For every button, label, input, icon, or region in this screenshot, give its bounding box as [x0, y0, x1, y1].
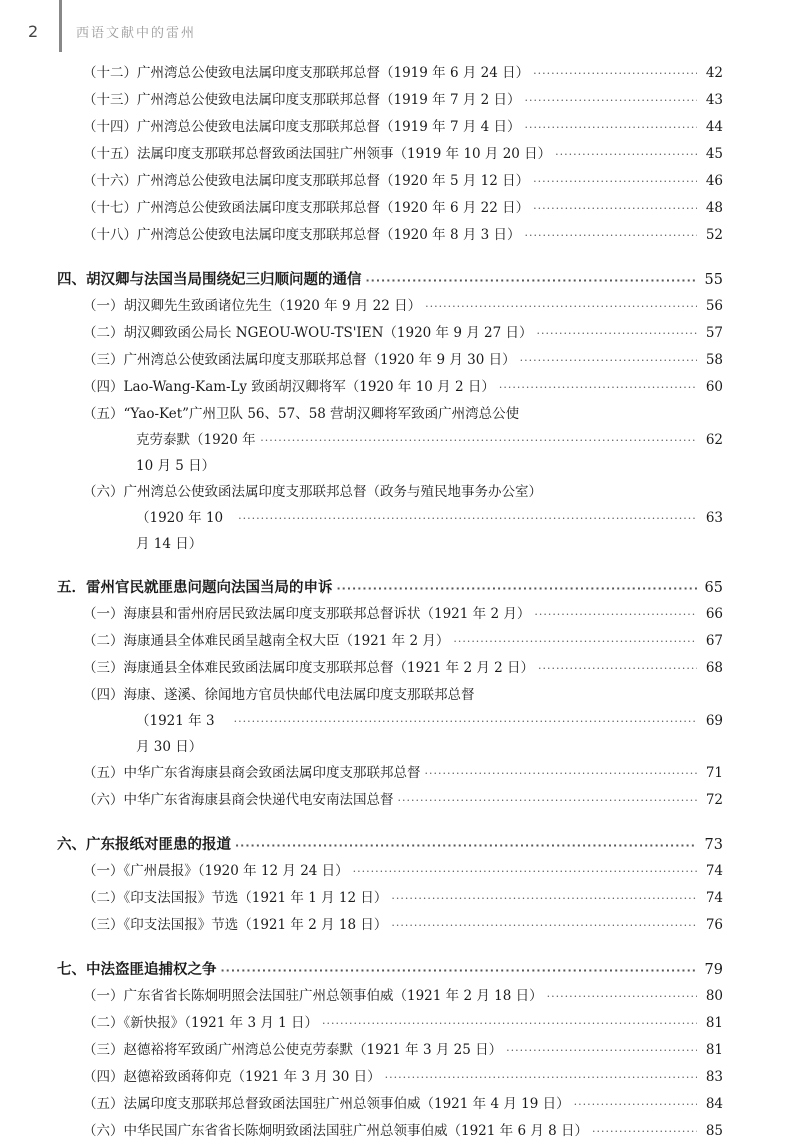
toc-entry[interactable]: （十六）广州湾总公使致电法属印度支那联邦总督（1920 年 5 月 12 日） ····· 46	[83, 168, 723, 195]
toc-entry[interactable]: （十五）法属印度支那联邦总督致函法国驻广州领事（1919 年 10 月 20 日） ····· 45	[83, 141, 723, 168]
toc-entry-line1[interactable]: （五）“Yao-Ket”广州卫队 56、57、58 营胡汉卿将军致函广州湾总公使	[83, 406, 520, 422]
section-heading[interactable]: 七、中法盗匪追捕权之争 ····· 79	[57, 957, 723, 983]
toc-entry-line1[interactable]: （四）海康、遂溪、徐闻地方官员快邮代电法属印度支那联邦总督	[83, 687, 475, 703]
toc-entry[interactable]: （六）中华民国广东省省长陈炯明致函法国驻广州总领事伯威（1921 年 6 月 8 日） ····· 85	[83, 1118, 723, 1145]
section-7	[0, 957, 790, 1145]
section-heading[interactable]: 四、胡汉卿与法国当局围绕妃三归顺问题的通信 ····· 55	[57, 267, 723, 293]
section-4	[0, 267, 790, 557]
toc-entry[interactable]: （一）海康县和雷州府居民致法属印度支那联邦总督诉状（1921 年 2 月） ····· 66	[83, 601, 723, 628]
toc-entry[interactable]: （十七）广州湾总公使致函法属印度支那联邦总督（1920 年 6 月 22 日） ····· 48	[83, 195, 723, 222]
toc-entry[interactable]: （二）胡汉卿致函公局长 NGEOU-WOU-TS'IEN（1920 年 9 月 27 日） ····· 57	[83, 320, 723, 347]
toc-entry-line2[interactable]: （1921 年 3 月 30 日） ····· 69	[136, 708, 723, 760]
toc-entry[interactable]: （一）《广州晨报》（1920 年 12 月 24 日） ····· 74	[83, 858, 723, 885]
toc-entry[interactable]: （六）中华广东省海康县商会快递代电安南法国总督 ····· 72	[83, 787, 723, 814]
toc-entry[interactable]: （五）中华广东省海康县商会致函法属印度支那联邦总督 ····· 71	[83, 760, 723, 787]
header-rule	[59, 0, 62, 52]
toc-entry[interactable]: （五）法属印度支那联邦总督致函法国驻广州总领事伯威（1921 年 4 月 19 日） ····· 84	[83, 1091, 723, 1118]
toc-entry[interactable]: （二）海康通县全体难民函呈越南全权大臣（1921 年 2 月） ····· 67	[83, 628, 723, 655]
toc-entry[interactable]: （二）《新快报》（1921 年 3 月 1 日） ····· 81	[83, 1010, 723, 1037]
page-header	[0, 0, 790, 60]
toc-entry[interactable]: （四）赵德裕致函蒋仰克（1921 年 3 月 30 日） ····· 83	[83, 1064, 723, 1091]
toc-entry[interactable]: （二）《印支法国报》节选（1921 年 1 月 12 日） ····· 74	[83, 885, 723, 912]
toc-entry[interactable]: （十四）广州湾总公使致电法属印度支那联邦总督（1919 年 7 月 4 日） ····· 44	[83, 114, 723, 141]
section-heading[interactable]: 五．雷州官民就匪患问题向法国当局的申诉 ····· 65	[57, 575, 723, 601]
toc-entry[interactable]: （十三）广州湾总公使致电法属印度支那联邦总督（1919 年 7 月 2 日） ····· 43	[83, 87, 723, 114]
toc-entry-line2[interactable]: （1920 年 10 月 14 日） ····· 63	[136, 505, 723, 557]
running-title: 西语文献中的雷州	[76, 26, 197, 41]
section-heading[interactable]: 六、广东报纸对匪患的报道 ····· 73	[57, 832, 723, 858]
toc-entry[interactable]: （一）广东省省长陈炯明照会法国驻广州总领事伯威（1921 年 2 月 18 日） ····· 80	[83, 983, 723, 1010]
toc-entry[interactable]: （一）胡汉卿先生致函诸位先生（1920 年 9 月 22 日） ····· 56	[83, 293, 723, 320]
section-3-continued	[0, 60, 790, 249]
section-5	[0, 575, 790, 814]
toc-entry[interactable]: （三）广州湾总公使致函法属印度支那联邦总督（1920 年 9 月 30 日） ····· 58	[83, 347, 723, 374]
toc-entry[interactable]: （十八）广州湾总公使致电法属印度支那联邦总督（1920 年 8 月 3 日） ····· 52	[83, 222, 723, 249]
toc-entry[interactable]: （十二）广州湾总公使致电法属印度支那联邦总督（1919 年 6 月 24 日） ····· 42	[83, 60, 723, 87]
toc-entry[interactable]: （四）Lao-Wang-Kam-Ly 致函胡汉卿将军（1920 年 10 月 2 日） ····· 60	[83, 374, 723, 401]
toc-entry-line2[interactable]: 克劳泰默（1920 年 10 月 5 日） ····· 62	[136, 427, 723, 479]
toc-entry-line1[interactable]: （六）广州湾总公使致函法属印度支那联邦总督（政务与殖民地事务办公室）	[83, 484, 542, 500]
section-6	[0, 832, 790, 939]
table-of-contents	[0, 60, 790, 1145]
page-number: 2	[28, 22, 39, 41]
toc-entry[interactable]: （三）赵德裕将军致函广州湾总公使克劳泰默（1921 年 3 月 25 日） ····· 81	[83, 1037, 723, 1064]
toc-entry[interactable]: （三）《印支法国报》节选（1921 年 2 月 18 日） ····· 76	[83, 912, 723, 939]
toc-entry[interactable]: （三）海康通县全体难民致函法属印度支那联邦总督（1921 年 2 月 2 日） ····· 68	[83, 655, 723, 682]
